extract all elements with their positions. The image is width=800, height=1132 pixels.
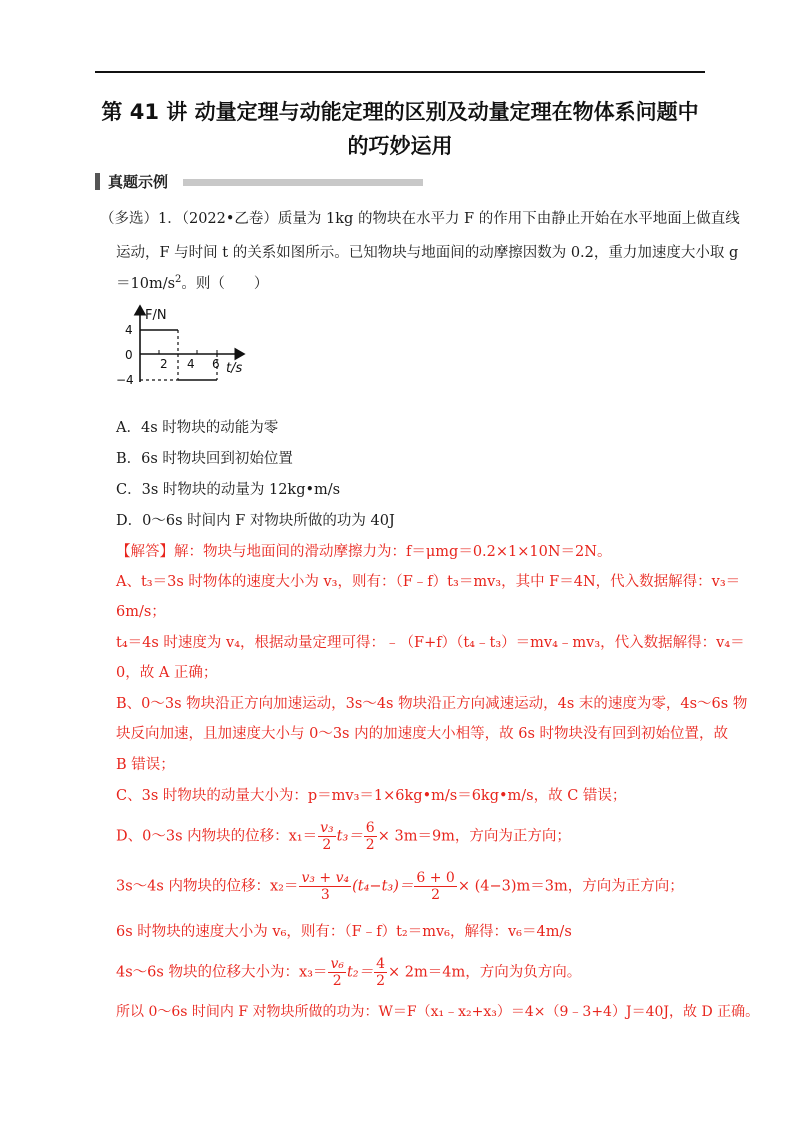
x-axis-label: t/s xyxy=(226,361,243,376)
option-c: C．3s 时物块的动量为 12kg•m/s xyxy=(116,482,341,498)
x-tick-6: 6 xyxy=(212,357,220,371)
answer-line-4: t₄＝4s 时速度为 v₄，根据动量定理可得：﹣（F+f）（t₄﹣t₃）＝mv₄﹣mv₃，代入数据解得：v₄＝ xyxy=(116,635,745,651)
answer-line-13: 4s～6s 物块的位移大小为：x₃＝ $\frac{\text{v₆}}{2}$ t₂＝ $\frac{4}{2}$ × 2m＝4m，方向为负方向。 xyxy=(116,956,582,989)
y-tick-0: 0 xyxy=(125,348,133,362)
y-tick-minus-4: −4 xyxy=(116,373,134,387)
force-time-graph xyxy=(116,300,256,395)
question-line-3: $=10m/s^2$。则（ ） xyxy=(116,274,269,292)
section-underline xyxy=(183,179,423,186)
title-line-2: 的巧妙运用 xyxy=(347,134,453,158)
answer-line-7: 块反向加速，且加速度大小与 0～3s 内的加速度大小相等，故 6s 时物块没有回到初始位置，故 xyxy=(116,726,728,742)
answer-line-6: B、0～3s 物块沿正方向加速运动，3s～4s 物块沿正方向减速运动，4s 末的速度为零，4s～6s 物 xyxy=(116,696,748,712)
section-marker xyxy=(95,173,100,190)
question-line-2: 运动，F 与时间 t 的关系如图所示。已知物块与地面间的动摩擦因数为 0.2，重力加速度大小取 g xyxy=(116,245,739,261)
force-time-graph-svg xyxy=(116,300,256,395)
x-tick-4: 4 xyxy=(187,357,195,371)
option-b: B．6s 时物块回到初始位置 xyxy=(116,451,293,467)
y-tick-4: 4 xyxy=(125,323,133,337)
answer-line-9: C、3s 时物块的动量大小为：p＝mv₃＝1×6kg•m/s＝6kg•m/s，故 C 错误； xyxy=(116,788,627,804)
answer-line-8: B 错误； xyxy=(116,757,175,773)
section-heading xyxy=(95,172,425,192)
page-title xyxy=(95,95,705,163)
option-d: D．0～6s 时间内 F 对物块所做的功为 40J xyxy=(116,513,395,529)
x-tick-2: 2 xyxy=(160,357,168,371)
section-label: 真题示例 xyxy=(108,173,169,191)
title-line-1: 第 41 讲 动量定理与动能定理的区别及动量定理在物体系问题中 xyxy=(101,100,699,124)
answer-tag: 【解答】 xyxy=(116,544,174,560)
answer-line-10: D、0～3s 内物块的位移：x₁＝ $\frac{\text{v₃}}{2}$ t₃＝ $\frac{6}{2}$ × 3m＝9m，方向为正方向； xyxy=(116,820,571,853)
answer-line-5: 0，故 A 正确； xyxy=(116,665,218,681)
answer-line-1: 【解答】解：物块与地面间的滑动摩擦力为：f＝μmg＝0.2×1×10N＝2N。 xyxy=(116,544,612,560)
answer-line-11: 3s～4s 内物块的位移：x₂＝ $\frac{\text{v₃ + v₄}}{3}$ (t₄−t₃)＝ $\frac{6 + 0}{2}$ × (4−3)m＝3m，方向为正方向； xyxy=(116,870,684,903)
y-axis-label: F/N xyxy=(145,308,167,323)
answer-line-3: 6m/s； xyxy=(116,604,166,620)
answer-line-2: A、t₃＝3s 时物体的速度大小为 v₃，则有：（F﹣f）t₃＝mv₃，其中 F＝4N，代入数据解得：v₃＝ xyxy=(116,574,741,590)
option-a: A．4s 时物块的动能为零 xyxy=(116,420,279,436)
answer-line-12: 6s 时物块的速度大小为 v₆，则有：（F﹣f）t₂＝mv₆，解得：v₆＝4m/s xyxy=(116,924,572,940)
question-line-1: （多选）1．（2022•乙卷）质量为 1kg 的物块在水平力 F 的作用下由静止开始在水平地面上做直线 xyxy=(100,211,740,227)
top-rule xyxy=(95,71,705,73)
answer-line-14: 所以 0～6s 时间内 F 对物块所做的功为：W＝F（x₁﹣x₂+x₃）＝4×（9﹣3+4）J＝40J，故 D 正确。 xyxy=(116,1004,760,1020)
